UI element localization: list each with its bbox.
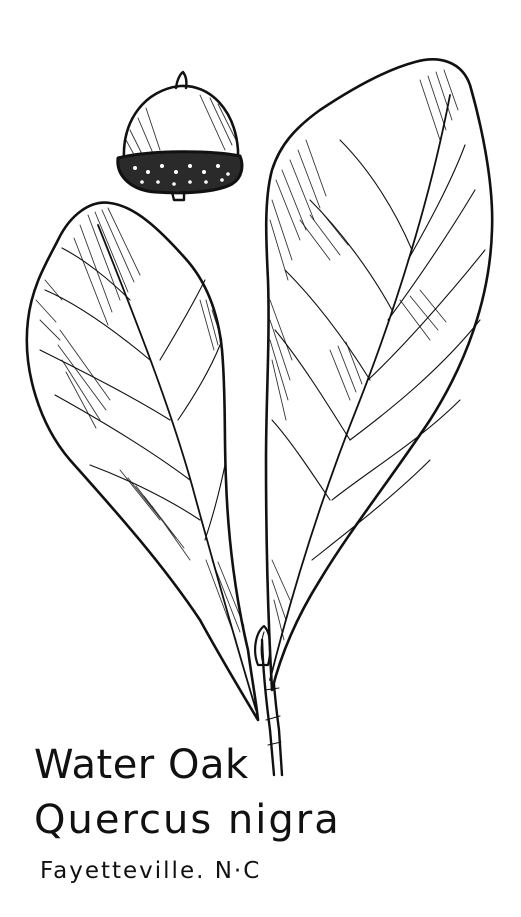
common-name-caption: Water Oak [34, 742, 249, 788]
right-leaf-icon [266, 59, 492, 690]
location-caption: Fayetteville. N·C [40, 858, 262, 884]
left-leaf-icon [27, 203, 258, 720]
scientific-name-caption: Quercus nigra [34, 797, 341, 843]
acorn-icon [118, 72, 242, 200]
